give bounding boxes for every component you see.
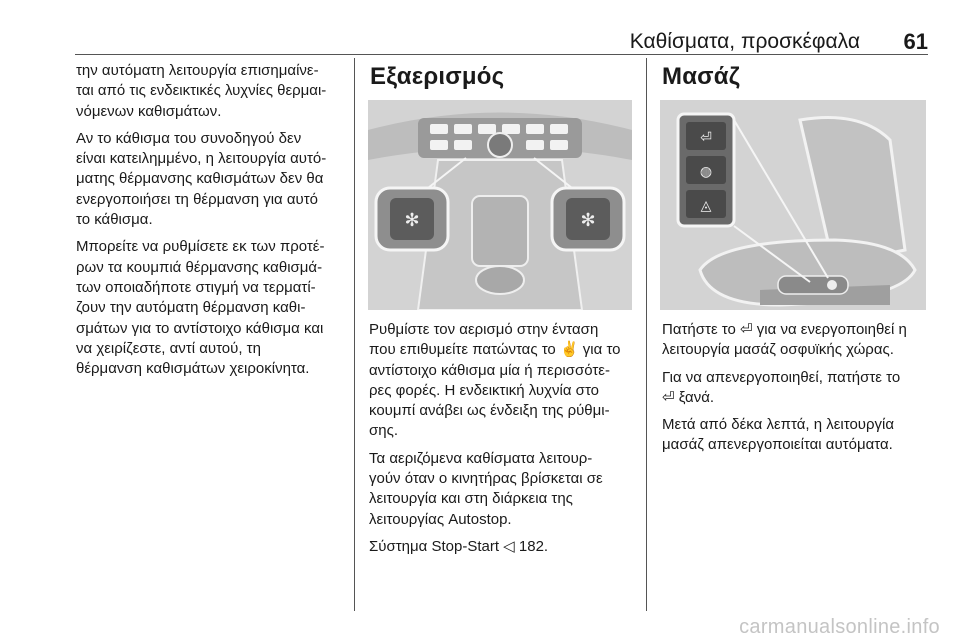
text-line: που επιθυμείτε πατώντας το ✌ για το <box>369 341 621 359</box>
svg-text:◬: ◬ <box>700 198 712 214</box>
text-line: Αν το κάθισμα του συνοδηγού δεν <box>76 129 302 147</box>
svg-text:⏎: ⏎ <box>700 130 712 146</box>
paragraph <box>76 237 346 379</box>
text-line: ρων τα κουμπιά θέρμανσης καθισμά- <box>76 258 323 276</box>
text-line: νόμενων καθισμάτων. <box>76 102 222 120</box>
text-line: ενεργοποιήσει τη θέρμανση για αυτό <box>76 190 319 208</box>
text-line: λειτουργία και στη διάρκεια της <box>369 490 573 508</box>
left-column-text <box>76 61 346 386</box>
text-line: να χειρίζεστε, αντί αυτού, τη <box>76 339 261 357</box>
paragraph <box>369 320 639 442</box>
svg-text:◍: ◍ <box>699 164 713 180</box>
right-column-text <box>662 320 932 463</box>
text-line: σης. <box>369 422 398 440</box>
section-heading-massage: Μασάζ <box>662 63 740 90</box>
text-line: Πατήστε το ⏎ για να ενεργοποιηθεί η <box>662 321 907 338</box>
text-line: των οποιαδήποτε στιγμή να τερματί- <box>76 278 316 296</box>
watermark: carmanualsonline.info <box>739 616 940 638</box>
paragraph <box>76 129 346 230</box>
text-line: κουμπί ανάβει ως ένδειξη της ρύθμι- <box>369 402 610 420</box>
text-line: λειτουργία μασάζ οσφυϊκής χώρας. <box>662 341 894 359</box>
text-line: Για να απενεργοποιηθεί, πατήστε το <box>662 368 901 386</box>
page-number: 61 <box>903 29 928 54</box>
text-line: είναι κατειλημμένο, η λειτουργία αυτό- <box>76 150 327 168</box>
paragraph <box>662 415 932 456</box>
text-line: Μπορείτε να ρυθμίσετε εκ των προτέ- <box>76 238 325 256</box>
text-line: γούν όταν ο κινητήρας βρίσκεται σε <box>369 470 603 488</box>
text-line: την αυτόματη λειτουργία επισημαίνε- <box>76 62 319 79</box>
page-header-title: Καθίσματα, προσκέφαλα <box>629 30 860 53</box>
massage-figure <box>660 100 926 310</box>
text-line: το κάθισμα. <box>76 211 153 229</box>
ventilation-figure <box>368 100 632 310</box>
text-line: ⏎ ξανά. <box>662 388 715 406</box>
section-heading-ventilation: Εξαερισμός <box>370 63 505 90</box>
text-line: θέρμανση καθισμάτων χειροκίνητα. <box>76 360 310 378</box>
text-line: σμάτων για το αντίστοιχο κάθισμα και <box>76 319 324 337</box>
text-line: λειτουργίας Autostop. <box>369 510 512 528</box>
text-line: ρες φορές. Η ενδεικτική λυχνία στο <box>369 381 599 399</box>
text-line: μασάζ απενεργοποιείται αυτόματα. <box>662 436 893 454</box>
paragraph <box>369 537 639 557</box>
text-line: Μετά από δέκα λεπτά, η λειτουργία <box>662 416 895 434</box>
column-divider-left <box>354 58 355 611</box>
text-line: Τα αεριζόμενα καθίσματα λειτουρ- <box>369 449 593 467</box>
middle-column-text <box>369 320 639 564</box>
paragraph <box>76 61 346 122</box>
cross-reference-link[interactable]: Σύστημα Stop-Start ◁ 182. <box>369 537 549 555</box>
text-line: Ρυθμίστε τον αερισμό στην ένταση <box>369 321 599 338</box>
text-line: αντίστοιχο κάθισμα μία ή περισσότε- <box>369 361 610 379</box>
paragraph <box>662 368 932 409</box>
text-line: ζουν την αυτόματη θέρμανση καθι- <box>76 299 306 317</box>
paragraph <box>369 449 639 530</box>
svg-text:✻: ✻ <box>580 210 596 231</box>
svg-text:✻: ✻ <box>404 210 420 231</box>
header-divider <box>75 54 928 55</box>
text-line: ματης θέρμανσης καθισμάτων δεν θα <box>76 170 324 188</box>
paragraph <box>662 320 932 361</box>
text-line: ται από τις ενδεικτικές λυχνίες θερμαι- <box>76 82 327 100</box>
column-divider-right <box>646 58 647 611</box>
